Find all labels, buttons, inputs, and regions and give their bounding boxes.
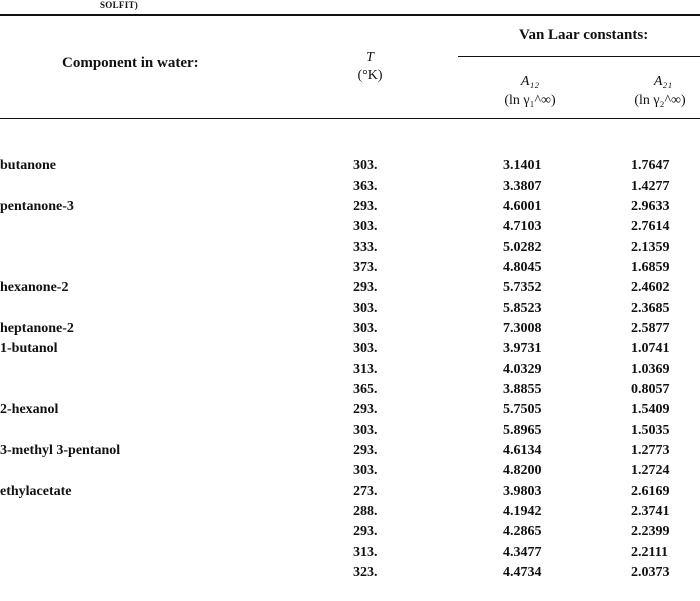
table-row (0, 158, 700, 178)
cell-a21: 2.4602 (631, 280, 670, 295)
cell-a21: 2.5877 (631, 321, 670, 336)
table-row (0, 463, 700, 483)
header-a12-symbol: A₁₂ (520, 74, 540, 89)
cell-temperature: 303. (353, 321, 378, 336)
top-rule (0, 14, 700, 16)
table-row (0, 402, 700, 422)
table-row (0, 382, 700, 402)
cell-temperature: 373. (353, 260, 378, 275)
cell-component: heptanone-2 (0, 321, 74, 336)
cell-a21: 1.0369 (631, 362, 670, 377)
table-row (0, 280, 700, 300)
table-row (0, 179, 700, 199)
cell-a21: 2.6169 (631, 484, 670, 499)
cell-a21: 1.4277 (631, 179, 670, 194)
cell-component: hexanone-2 (0, 280, 69, 295)
cell-a12: 5.8965 (503, 423, 542, 438)
table-row (0, 362, 700, 382)
cell-a12: 5.7505 (503, 402, 542, 417)
cell-a12: 4.0329 (503, 362, 542, 377)
cell-a12: 4.4734 (503, 565, 542, 580)
cell-temperature: 293. (353, 524, 378, 539)
cell-a12: 4.6001 (503, 199, 542, 214)
table-caption-fragment: SOLFIT) (100, 0, 139, 10)
cell-temperature: 313. (353, 545, 378, 560)
header-a12-description: (ln γ₁^∞) (504, 93, 556, 108)
header-a21-description: (ln γ₂^∞) (634, 93, 686, 108)
cell-temperature: 288. (353, 504, 378, 519)
cell-temperature: 333. (353, 240, 378, 255)
cell-temperature: 293. (353, 199, 378, 214)
cell-temperature: 303. (353, 219, 378, 234)
cell-component: ethylacetate (0, 484, 72, 499)
cell-a12: 4.2865 (503, 524, 542, 539)
header-van-laar-constants: Van Laar constants: (519, 27, 649, 43)
table-row (0, 504, 700, 524)
table-row (0, 240, 700, 260)
cell-temperature: 293. (353, 402, 378, 417)
table-row (0, 301, 700, 321)
cell-a21: 1.5035 (631, 423, 670, 438)
table-row (0, 423, 700, 443)
header-a21-symbol: A₂₁ (653, 74, 673, 89)
cell-a12: 5.8523 (503, 301, 542, 316)
cell-a12: 3.9731 (503, 341, 542, 356)
header-temperature-symbol: T (366, 50, 374, 65)
cell-a21: 2.3685 (631, 301, 670, 316)
cell-a21: 0.8057 (631, 382, 670, 397)
table-row (0, 321, 700, 341)
cell-a21: 1.7647 (631, 158, 670, 173)
cell-a12: 4.8045 (503, 260, 542, 275)
table-row (0, 341, 700, 361)
cell-a21: 1.5409 (631, 402, 670, 417)
cell-a21: 1.6859 (631, 260, 670, 275)
cell-component: butanone (0, 158, 57, 173)
header-temperature-unit: (°K) (357, 68, 383, 83)
cell-temperature: 303. (353, 341, 378, 356)
cell-component: pentanone-3 (0, 199, 74, 214)
cell-temperature: 303. (353, 463, 378, 478)
cell-a21: 2.7614 (631, 219, 670, 234)
cell-a21: 2.0373 (631, 565, 670, 580)
cell-a21: 2.2111 (631, 545, 668, 560)
cell-temperature: 323. (353, 565, 378, 580)
cell-a12: 4.7103 (503, 219, 542, 234)
table-row (0, 199, 700, 219)
van-laar-rule (458, 56, 700, 57)
cell-temperature: 303. (353, 158, 378, 173)
cell-component: 3-methyl 3-pentanol (0, 443, 121, 458)
cell-temperature: 293. (353, 280, 378, 295)
cell-a21: 1.2773 (631, 443, 670, 458)
table-row (0, 443, 700, 463)
table-row (0, 524, 700, 544)
cell-a21: 2.9633 (631, 199, 670, 214)
cell-a12: 4.8200 (503, 463, 542, 478)
header-component: Component in water: (62, 55, 199, 71)
table-row (0, 565, 700, 585)
cell-a12: 7.3008 (503, 321, 542, 336)
cell-a12: 4.3477 (503, 545, 542, 560)
cell-temperature: 273. (353, 484, 378, 499)
table-row (0, 219, 700, 239)
table-row (0, 545, 700, 565)
cell-a21: 1.2724 (631, 463, 670, 478)
cell-component: 1-butanol (0, 341, 58, 356)
cell-temperature: 313. (353, 362, 378, 377)
table-row (0, 260, 700, 280)
cell-temperature: 363. (353, 179, 378, 194)
cell-temperature: 293. (353, 443, 378, 458)
cell-component: 2-hexanol (0, 402, 59, 417)
cell-a12: 3.1401 (503, 158, 542, 173)
cell-a12: 4.6134 (503, 443, 542, 458)
table-row (0, 484, 700, 504)
cell-a21: 1.0741 (631, 341, 670, 356)
cell-temperature: 303. (353, 301, 378, 316)
cell-a12: 3.3807 (503, 179, 542, 194)
header-bottom-rule (0, 118, 700, 119)
cell-a12: 3.9803 (503, 484, 542, 499)
cell-a12: 4.1942 (503, 504, 542, 519)
cell-temperature: 365. (353, 382, 378, 397)
cell-a21: 2.1359 (631, 240, 670, 255)
cell-temperature: 303. (353, 423, 378, 438)
cell-a12: 5.0282 (503, 240, 542, 255)
cell-a21: 2.2399 (631, 524, 670, 539)
cell-a12: 3.8855 (503, 382, 542, 397)
cell-a12: 5.7352 (503, 280, 542, 295)
cell-a21: 2.3741 (631, 504, 670, 519)
